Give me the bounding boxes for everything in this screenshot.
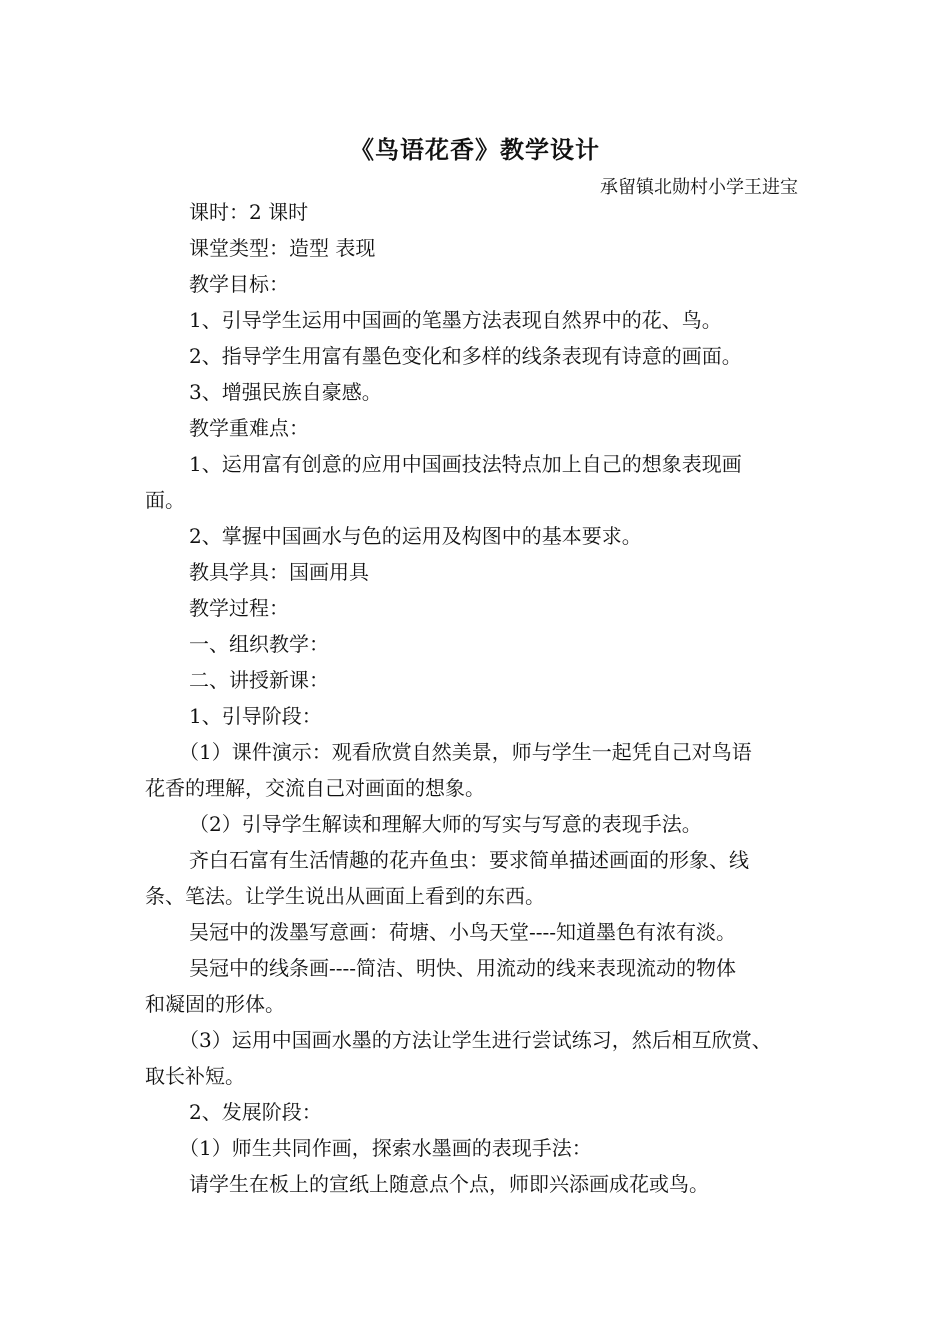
paragraph-line: 课时：2 课时	[189, 200, 309, 224]
paragraph-line: 教学目标：	[189, 272, 289, 296]
paragraph-line: 请学生在板上的宣纸上随意点个点，师即兴添画成花或鸟。	[189, 1172, 709, 1196]
paragraph-line: （2）引导学生解读和理解大师的写实与写意的表现手法。	[189, 812, 702, 836]
paragraph-line: 教学过程：	[189, 596, 289, 620]
paragraph-line: 2、发展阶段：	[189, 1100, 322, 1124]
paragraph-line: 条、笔法。让学生说出从画面上看到的东西。	[145, 884, 545, 908]
paragraph-line: 一、组织教学：	[189, 632, 329, 656]
paragraph-line: 和凝固的形体。	[145, 992, 285, 1016]
paragraph-line: 1、运用富有创意的应用中国画技法特点加上自己的想象表现画	[189, 452, 742, 476]
paragraph-line: （1）师生共同作画，探索水墨画的表现手法：	[179, 1136, 592, 1160]
paragraph-line: 课堂类型：造型 表现	[189, 236, 376, 260]
paragraph-line: 面。	[145, 488, 185, 512]
document-title: 《鸟语花香》教学设计	[350, 135, 600, 164]
paragraph-line: 教具学具：国画用具	[189, 560, 369, 584]
paragraph-line: 吴冠中的泼墨写意画：荷塘、小鸟天堂----知道墨色有浓有淡。	[189, 920, 737, 944]
paragraph-line: 1、引导阶段：	[189, 704, 322, 728]
paragraph-line: 二、讲授新课：	[189, 668, 329, 692]
paragraph-line: 花香的理解，交流自己对画面的想象。	[145, 776, 485, 800]
paragraph-line: 教学重难点：	[189, 416, 309, 440]
paragraph-line: （3）运用中国画水墨的方法让学生进行尝试练习，然后相互欣赏、	[179, 1028, 772, 1052]
paragraph-line: 3、增强民族自豪感。	[189, 380, 382, 404]
paragraph-line: 齐白石富有生活情趣的花卉鱼虫：要求简单描述画面的形象、线	[189, 848, 749, 872]
paragraph-line: 2、指导学生用富有墨色变化和多样的线条表现有诗意的画面。	[189, 344, 742, 368]
paragraph-line: 吴冠中的线条画----简洁、明快、用流动的线来表现流动的物体	[189, 956, 737, 980]
paragraph-line: 1、引导学生运用中国画的笔墨方法表现自然界中的花、鸟。	[189, 308, 722, 332]
document-author: 承留镇北勋村小学王进宝	[600, 177, 798, 198]
paragraph-line: 2、掌握中国画水与色的运用及构图中的基本要求。	[189, 524, 642, 548]
document-body	[145, 194, 825, 1202]
paragraph-line: （1）课件演示：观看欣赏自然美景，师与学生一起凭自己对鸟语	[179, 740, 752, 764]
paragraph-line: 取长补短。	[145, 1064, 245, 1088]
